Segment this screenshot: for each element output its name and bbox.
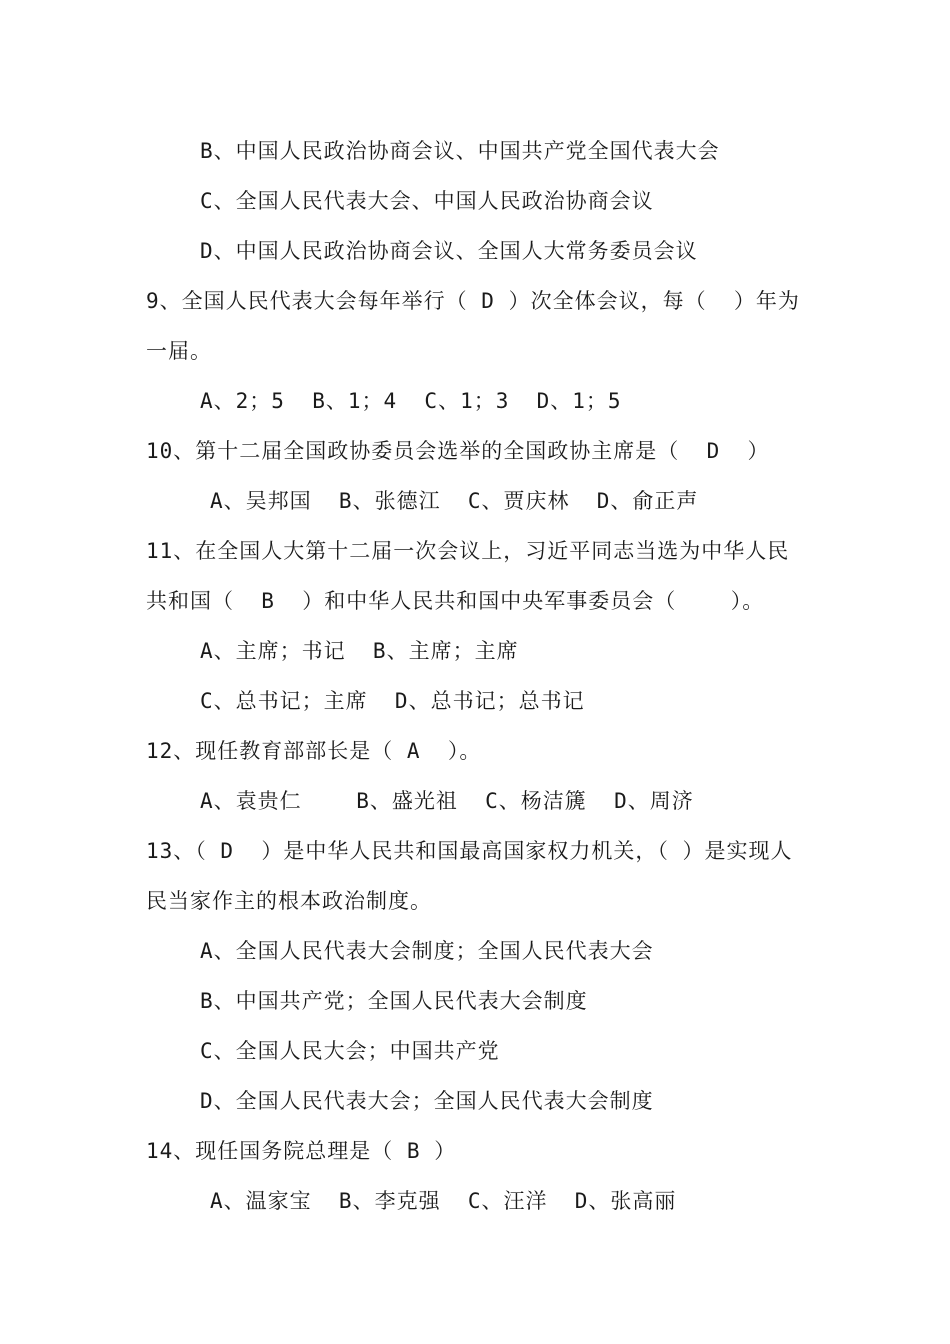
- option-line: A、全国人民代表大会制度；全国人民代表大会: [200, 939, 654, 963]
- question-line: 10、第十二届全国政协委员会选举的全国政协主席是（ D ）: [146, 439, 770, 463]
- question-line: 一届。: [146, 339, 212, 363]
- option-line: A、2；5 B、1；4 C、1；3 D、1；5: [200, 389, 622, 413]
- question-line: 12、现任教育部部长是（ A ）。: [146, 739, 482, 763]
- option-line: A、袁贵仁 B、盛光祖 C、杨洁篪 D、周济: [200, 789, 694, 813]
- option-line: C、总书记；主席 D、总书记；总书记: [200, 689, 585, 713]
- option-line: B、中国共产党；全国人民代表大会制度: [200, 989, 588, 1013]
- question-line: 共和国（ B ）和中华人民共和国中央军事委员会（ ）。: [146, 589, 765, 613]
- question-line: 民当家作主的根本政治制度。: [146, 889, 432, 913]
- option-line: C、全国人民代表大会、中国人民政治协商会议: [200, 189, 654, 213]
- question-line: 11、在全国人大第十二届一次会议上，习近平同志当选为中华人民: [146, 539, 790, 563]
- option-line: A、温家宝 B、李克强 C、汪洋 D、张高丽: [210, 1189, 677, 1213]
- option-line: A、吴邦国 B、张德江 C、贾庆林 D、俞正声: [210, 489, 699, 513]
- option-line: D、中国人民政治协商会议、全国人大常务委员会议: [200, 239, 698, 263]
- option-line: D、全国人民代表大会；全国人民代表大会制度: [200, 1089, 654, 1113]
- option-line: B、中国人民政治协商会议、中国共产党全国代表大会: [200, 139, 720, 163]
- option-line: C、全国人民大会；中国共产党: [200, 1039, 500, 1063]
- question-line: 13、（ D ）是中华人民共和国最高国家权力机关，（ ）是实现人: [146, 839, 793, 863]
- question-line: 9、全国人民代表大会每年举行（ D ）次全体会议，每（ ）年为: [146, 289, 800, 313]
- question-line: 14、现任国务院总理是（ B ）: [146, 1139, 457, 1163]
- option-line: A、主席；书记 B、主席；主席: [200, 639, 519, 663]
